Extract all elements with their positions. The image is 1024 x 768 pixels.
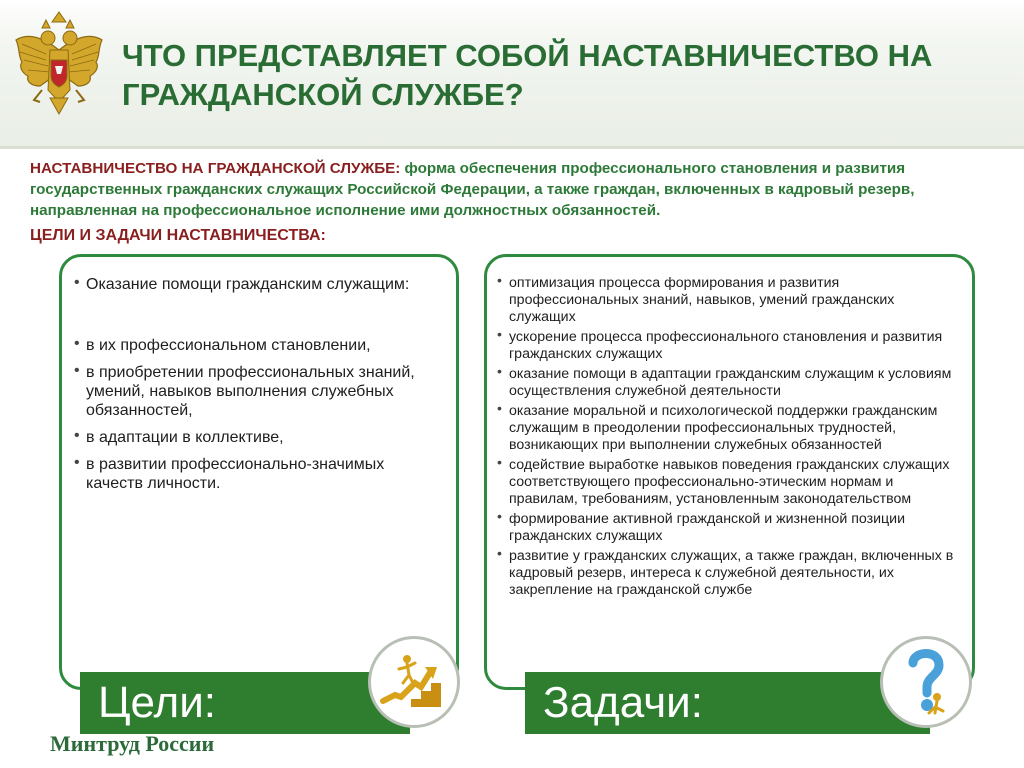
definition-text: форма обеспечения профессионального становления и развития государственных гражданских служащих Российской Федерации, а также граждан, включенных в кадровый резерв, направленная на профессиональное исполнение ими должностных обязанностей. [30,160,915,219]
header-divider [0,146,1024,149]
goal-item: • Оказание помощи гражданским служащим: [74,275,444,294]
task-item: • формирование активной гражданской и жизненной позиции гражданских служащих [497,511,962,545]
goals-tasks-heading: ЦЕЛИ И ЗАДАЧИ НАСТАВНИЧЕСТВА: [30,227,326,244]
definition-paragraph [30,158,970,221]
task-item: • ускорение процесса профессионального становления и развития гражданских служащих [497,329,962,363]
goals-label-band: Цели: [80,672,410,734]
task-item: • оказание помощи в адаптации гражданским служащим к условиям осуществления служебной деятельности [497,366,962,400]
tasks-label-band: Задачи: [525,672,930,734]
task-item: • оказание моральной и психологической поддержки гражданским служащим в преодолении профессиональных трудностей, возникающих при выполнении служебных обязанностей [497,403,962,454]
task-item: • оптимизация процесса формирования и развития профессиональных знаний, навыков, умений гражданских служащих [497,275,962,326]
coat-of-arms-icon [10,10,108,118]
goals-card [59,254,459,690]
tasks-card [484,254,975,690]
question-mark-figure-icon [880,636,972,728]
goal-item: • в их профессиональном становлении, [74,336,444,355]
goals-list [74,275,444,501]
page-title: ЧТО ПРЕДСТАВЛЯЕТ СОБОЙ НАСТАВНИЧЕСТВО НА ГРАЖДАНСКОЙ СЛУЖБЕ? [122,38,933,112]
task-item: • содействие выработке навыков поведения гражданских служащих соответствующего профессионально-этическим нормам и правилам, требованиям, установленным законодательством [497,457,962,508]
climbing-stairs-icon [368,636,460,728]
task-item: • развитие у гражданских служащих, а также граждан, включенных в кадровый резерв, интереса к служебной деятельности, их закрепление на гражданской службе [497,548,962,599]
goal-item: • в развитии профессионально-значимых качеств личности. [74,455,444,493]
footer-ministry: Минтруд России [50,731,215,756]
definition-term: НАСТАВНИЧЕСТВО НА ГРАЖДАНСКОЙ СЛУЖБЕ: [30,160,401,177]
goal-item: • в приобретении профессиональных знаний, умений, навыков выполнения служебных обязанностей, [74,363,444,420]
tasks-list [497,275,962,602]
goal-item: • в адаптации в коллективе, [74,428,444,447]
